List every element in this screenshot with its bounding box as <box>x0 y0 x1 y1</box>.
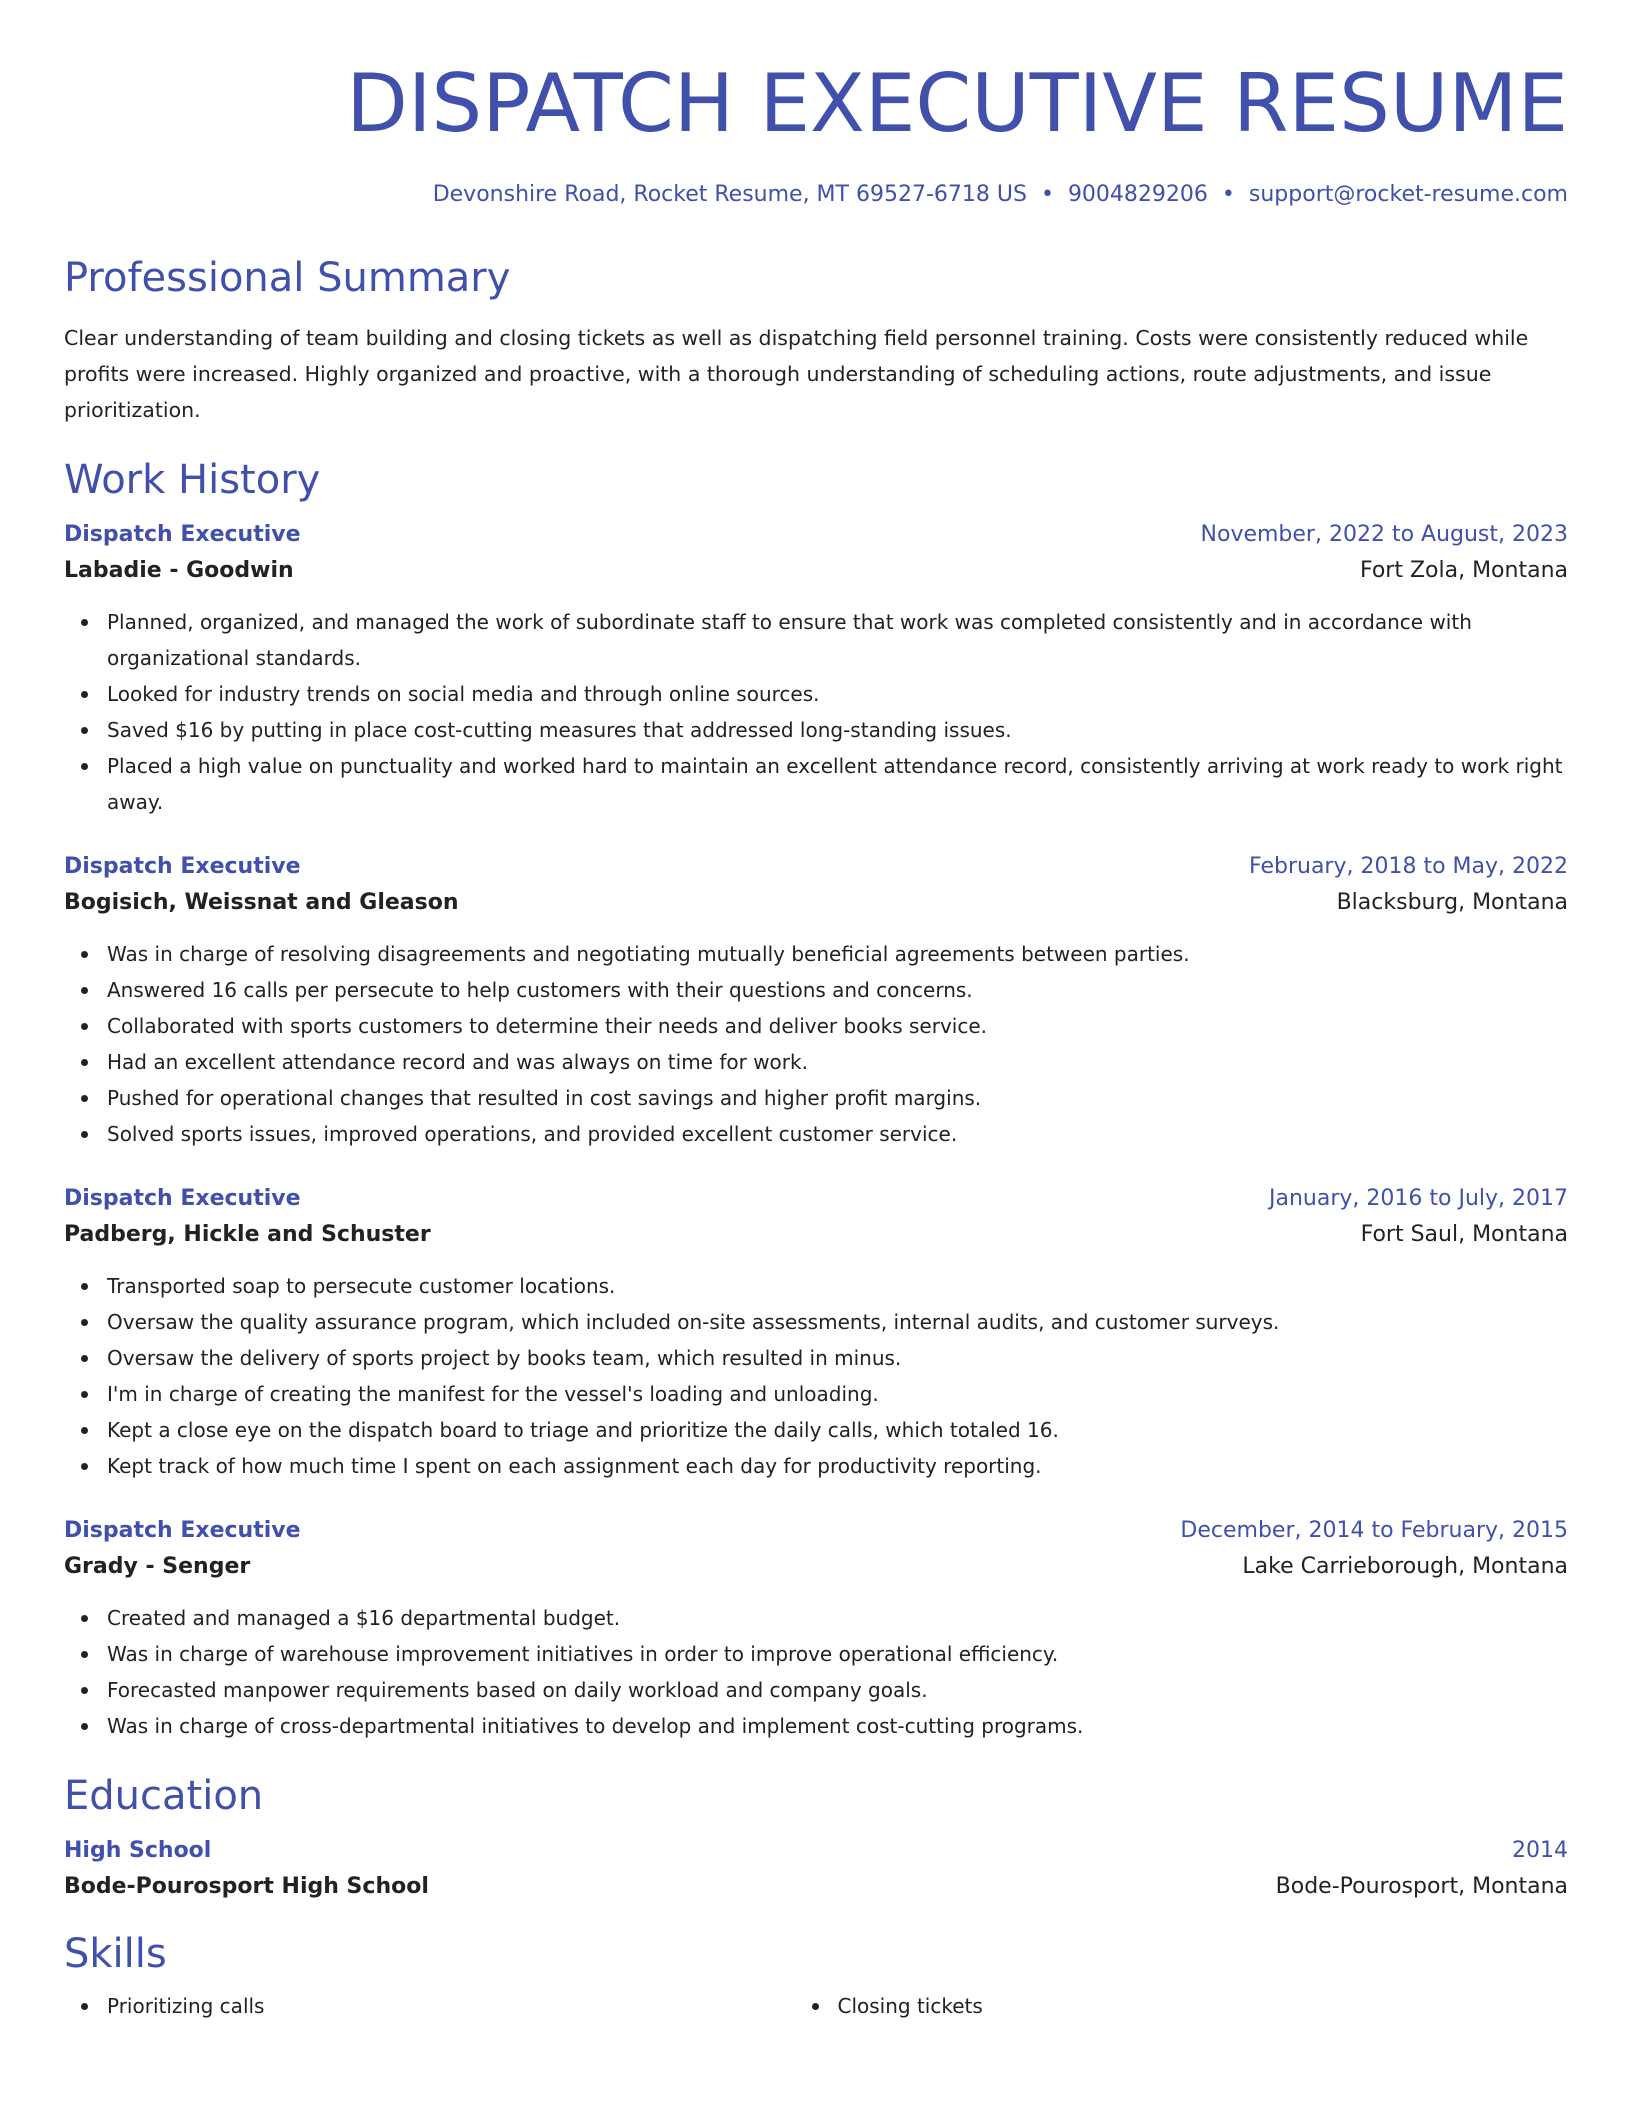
contact-line <box>64 180 1568 210</box>
work-history-heading: Work History <box>64 457 321 503</box>
job-company: Bogisich, Weissnat and Gleason <box>64 890 459 915</box>
job-role: Dispatch Executive <box>64 1186 301 1211</box>
job-bullets <box>64 1600 1568 1744</box>
job-company-row <box>64 1216 1568 1254</box>
job-location: Lake Carrieborough, Montana <box>1242 1554 1568 1579</box>
job-bullet: Placed a high value on punctuality and worked hard to maintain an excellent attendance record, consistently arriving at work ready to work right away. <box>107 748 1568 820</box>
skill-item: Closing tickets <box>838 1988 1569 2024</box>
education-entry <box>64 1834 1568 1906</box>
job-header-row <box>64 850 1568 884</box>
contact-address: Devonshire Road, Rocket Resume, MT 69527-6718 US <box>432 182 1027 207</box>
job-bullets <box>64 936 1568 1152</box>
skills-heading: Skills <box>64 1931 167 1977</box>
job-bullet: Collaborated with sports customers to determine their needs and deliver books service. <box>107 1008 1568 1044</box>
contact-phone[interactable]: 9004829206 <box>1067 182 1208 207</box>
education-degree: High School <box>64 1838 212 1863</box>
job-header-row <box>64 1514 1568 1548</box>
job-bullet: Had an excellent attendance record and was always on time for work. <box>107 1044 1568 1080</box>
job-bullet: Pushed for operational changes that resulted in cost savings and higher profit margins. <box>107 1080 1568 1116</box>
job-dates: November, 2022 to August, 2023 <box>1200 522 1568 547</box>
education-header-row <box>64 1834 1568 1868</box>
job-dates: December, 2014 to February, 2015 <box>1180 1518 1568 1543</box>
job-bullet: Kept a close eye on the dispatch board to triage and prioritize the daily calls, which totaled 16. <box>107 1412 1568 1448</box>
job-header-row <box>64 1182 1568 1216</box>
job-bullet: Transported soap to persecute customer locations. <box>107 1268 1568 1304</box>
education-school: Bode-Pourosport High School <box>64 1874 429 1899</box>
skills-list <box>64 1988 1568 2024</box>
job-company-row <box>64 884 1568 922</box>
job-role: Dispatch Executive <box>64 1518 301 1543</box>
job-bullet: Looked for industry trends on social media and through online sources. <box>107 676 1568 712</box>
job-bullet: Oversaw the delivery of sports project by books team, which resulted in minus. <box>107 1340 1568 1376</box>
job-bullet: I'm in charge of creating the manifest for the vessel's loading and unloading. <box>107 1376 1568 1412</box>
job-company-row <box>64 1548 1568 1586</box>
education-location: Bode-Pourosport, Montana <box>1275 1874 1568 1899</box>
job-bullet: Oversaw the quality assurance program, which included on-site assessments, internal audits, and customer surveys. <box>107 1304 1568 1340</box>
job-header-row <box>64 518 1568 552</box>
job-bullet: Was in charge of cross-departmental initiatives to develop and implement cost-cutting programs. <box>107 1708 1568 1744</box>
job-role: Dispatch Executive <box>64 854 301 879</box>
education-year: 2014 <box>1512 1838 1568 1863</box>
job-entry <box>64 1182 1568 1484</box>
job-bullets <box>64 1268 1568 1484</box>
contact-separator: • <box>1040 182 1054 207</box>
job-company: Labadie - Goodwin <box>64 558 294 583</box>
job-location: Blacksburg, Montana <box>1336 890 1568 915</box>
job-bullet: Saved $16 by putting in place cost-cutting measures that addressed long-standing issues. <box>107 712 1568 748</box>
job-bullet: Planned, organized, and managed the work of subordinate staff to ensure that work was completed consistently and in accordance with organizational standards. <box>107 604 1568 676</box>
job-bullet: Was in charge of resolving disagreements and negotiating mutually beneficial agreements between parties. <box>107 936 1568 972</box>
skill-item: Prioritizing calls <box>107 1988 838 2024</box>
job-bullets <box>64 604 1568 820</box>
job-entry <box>64 850 1568 1152</box>
job-company-row <box>64 552 1568 590</box>
job-dates: February, 2018 to May, 2022 <box>1249 854 1568 879</box>
job-bullet: Was in charge of warehouse improvement initiatives in order to improve operational efficiency. <box>107 1636 1568 1672</box>
contact-email[interactable]: support@rocket-resume.com <box>1248 182 1568 207</box>
contact-separator: • <box>1221 182 1235 207</box>
page-title: DISPATCH EXECUTIVE RESUME <box>346 57 1568 150</box>
job-bullet: Solved sports issues, improved operations, and provided excellent customer service. <box>107 1116 1568 1152</box>
summary-text: Clear understanding of team building and closing tickets as well as dispatching field personnel training. Costs were consistently reduced while profits were increased. Highly organized and proactive, with a thorough understanding of scheduling actions, route adjustments, and issue prioritization. <box>64 326 1529 422</box>
job-bullet: Created and managed a $16 departmental budget. <box>107 1600 1568 1636</box>
job-company: Padberg, Hickle and Schuster <box>64 1222 431 1247</box>
summary-heading: Professional Summary <box>64 255 511 301</box>
job-role: Dispatch Executive <box>64 522 301 547</box>
job-bullet: Forecasted manpower requirements based on daily workload and company goals. <box>107 1672 1568 1708</box>
job-company: Grady - Senger <box>64 1554 251 1579</box>
education-heading: Education <box>64 1773 264 1819</box>
job-entry <box>64 1514 1568 1744</box>
job-entry <box>64 518 1568 820</box>
job-bullet: Kept track of how much time I spent on each assignment each day for productivity reporting. <box>107 1448 1568 1484</box>
job-location: Fort Zola, Montana <box>1359 558 1568 583</box>
job-location: Fort Saul, Montana <box>1360 1222 1568 1247</box>
job-dates: January, 2016 to July, 2017 <box>1269 1186 1568 1211</box>
job-bullet: Answered 16 calls per persecute to help customers with their questions and concerns. <box>107 972 1568 1008</box>
education-school-row <box>64 1868 1568 1906</box>
